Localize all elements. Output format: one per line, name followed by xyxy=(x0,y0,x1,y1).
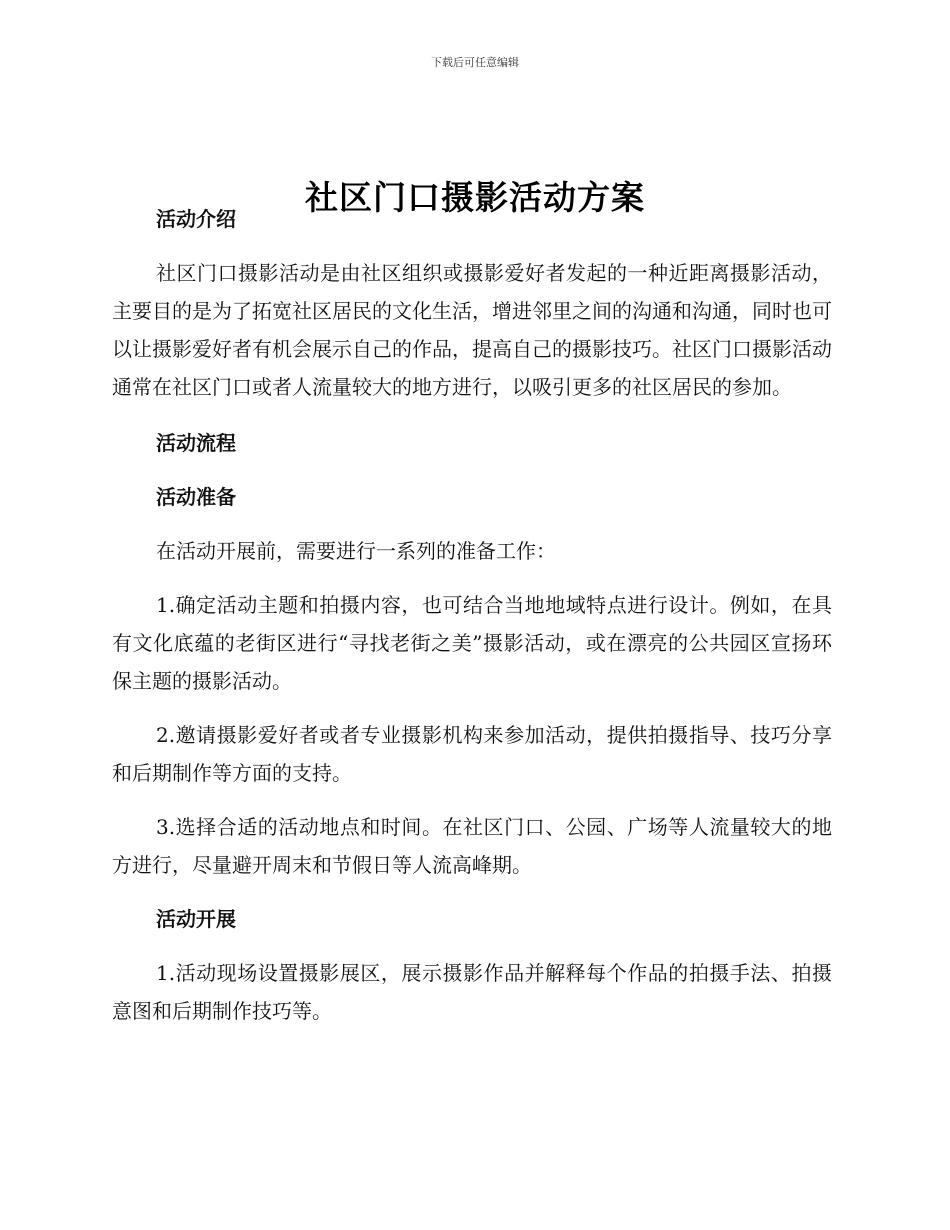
paragraph-conduct-item-1: 1.活动现场设置摄影展区，展示摄影作品并解释每个作品的拍摄手法、拍摄意图和后期制作技巧等。 xyxy=(112,961,832,1023)
page-title: 社区门口摄影活动方案 xyxy=(305,178,645,218)
section-heading-intro: 活动介绍 xyxy=(156,207,236,231)
section-heading-prep: 活动准备 xyxy=(156,485,236,509)
paragraph-prep-item-2: 2.邀请摄影爱好者或者专业摄影机构来参加活动，提供拍摄指导、技巧分享和后期制作等方面的支持。 xyxy=(112,723,832,785)
paragraph-prep-item-3: 3.选择合适的活动地点和时间。在社区门口、公园、广场等人流量较大的地方进行，尽量避开周末和节假日等人流高峰期。 xyxy=(112,815,832,877)
paragraph-prep-item-1: 1.确定活动主题和拍摄内容，也可结合当地地域特点进行设计。例如，在具有文化底蕴的老街区进行“寻找老街之美”摄影活动，或在漂亮的公共园区宣扬环保主题的摄影活动。 xyxy=(112,593,832,693)
paragraph-prep-intro: 在活动开展前，需要进行一系列的准备工作： xyxy=(156,539,556,563)
document-body xyxy=(112,200,832,1030)
paragraph-intro: 社区门口摄影活动是由社区组织或摄影爱好者发起的一种近距离摄影活动，主要目的是为了拓宽社区居民的文化生活，增进邻里之间的沟通和沟通，同时也可以让摄影爱好者有机会展示自己的作品，提高自己的摄影技巧。社区门口摄影活动通常在社区门口或者人流量较大的地方进行，以吸引更多的社区居民的参加。 xyxy=(112,261,832,399)
section-heading-conduct: 活动开展 xyxy=(156,907,236,931)
header-note: 下载后可任意编辑 xyxy=(431,56,519,69)
section-heading-process: 活动流程 xyxy=(156,431,236,455)
